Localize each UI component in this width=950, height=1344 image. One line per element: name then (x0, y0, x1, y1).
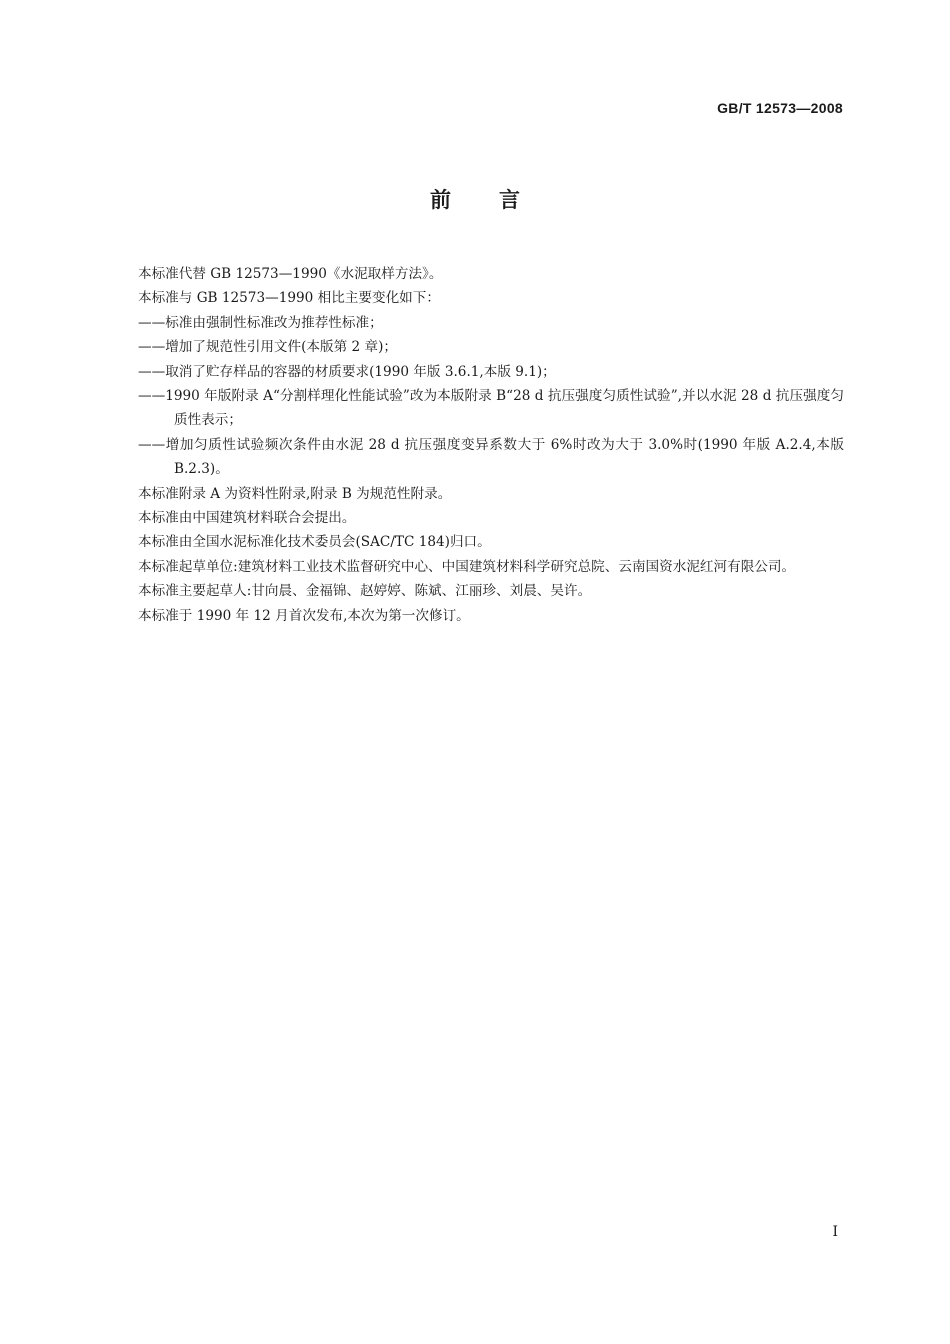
paragraph-publication: 本标准于 1990 年 12 月首次发布,本次为第一次修订。 (138, 607, 470, 624)
document-body (108, 262, 844, 628)
change-item: ——1990 年版附录 A“分割样理化性能试验”改为本版附录 B“28 d 抗压强度匀质性试验”,并以水泥 28 d 抗压强度匀质性表示； (138, 388, 844, 429)
page-title: 前言 (430, 188, 568, 212)
paragraph-under-jurisdiction: 本标准由全国水泥标准化技术委员会(SAC/TC 184)归口。 (138, 534, 491, 551)
paragraph-replaces: 本标准代替 GB 12573—1990《水泥取样方法》。 (138, 266, 443, 282)
change-item: ——增加匀质性试验频次条件由水泥 28 d 抗压强度变异系数大于 6%时改为大于 3.0%时(1990 年版 A.2.4,本版 B.2.3)。 (138, 436, 844, 478)
paragraph-appendix: 本标准附录 A 为资料性附录,附录 B 为规范性附录。 (138, 485, 452, 502)
change-item: ——取消了贮存样品的容器的材质要求(1990 年版 3.6.1,本版 9.1)； (138, 363, 556, 380)
paragraph-changes-intro: 本标准与 GB 12573—1990 相比主要变化如下： (138, 290, 440, 307)
paragraph-drafters: 本标准主要起草人:甘向晨、金福锦、赵婷婷、陈斌、江丽珍、刘晨、吴许。 (138, 583, 592, 600)
paragraph-proposed-by: 本标准由中国建筑材料联合会提出。 (138, 510, 356, 527)
change-item: ——增加了规范性引用文件(本版第 2 章)； (138, 339, 397, 356)
document-code: GB/T 12573—2008 (717, 100, 843, 116)
change-item: ——标准由强制性标准改为推荐性标准； (138, 314, 383, 331)
page-number: I (832, 1224, 838, 1240)
paragraph-drafting-units: 本标准起草单位:建筑材料工业技术监督研究中心、中国建筑材料科学研究总院、云南国资水泥红河有限公司。 (138, 558, 796, 575)
